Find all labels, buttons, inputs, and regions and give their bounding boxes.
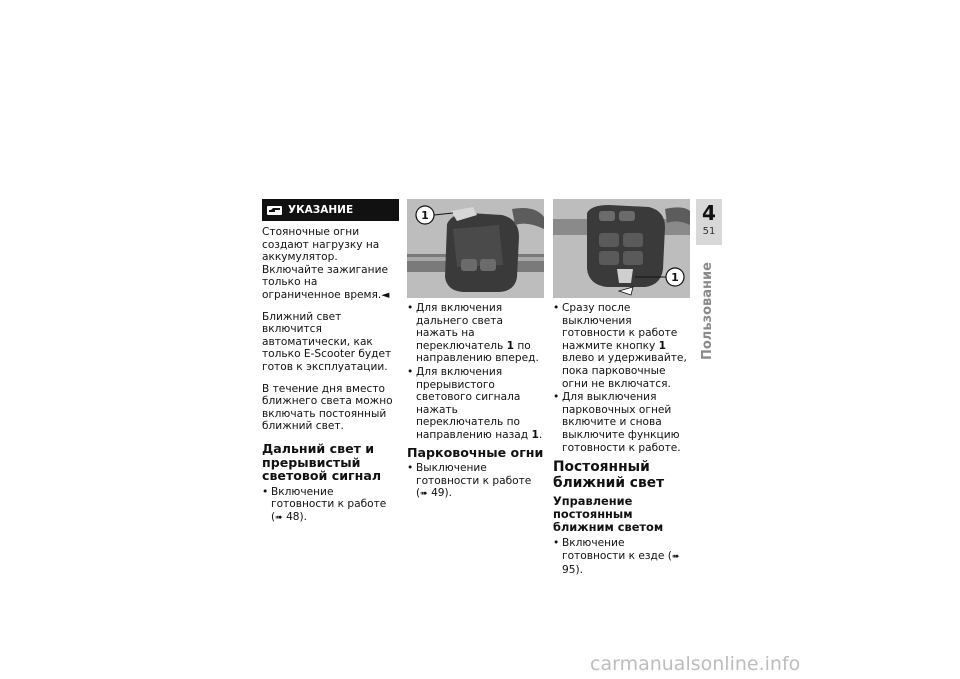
handlebar-switch-illustration xyxy=(407,199,544,298)
page-ref[interactable]: 49 xyxy=(431,487,445,500)
list-item: • Включение готовности к работе (➠ 48). xyxy=(262,486,399,525)
column-1 xyxy=(262,199,399,528)
heading-high-beam: Дальний свет и прерывистый световой сигнал xyxy=(262,440,382,484)
note-text: Стояночные огни создают нагрузку на аккумулятор. Включайте зажигание только на ограниченное время.◄ xyxy=(262,226,390,301)
chapter-side-label: Пользование xyxy=(700,262,715,360)
hand-pointer-icon xyxy=(267,205,282,216)
photo-callout-1: 1 xyxy=(421,209,429,222)
bullet-list-4 xyxy=(553,302,690,454)
photo-callout-1: 1 xyxy=(671,271,679,284)
column-3 xyxy=(553,199,690,580)
bullet-list-3 xyxy=(407,462,544,501)
heading-permanent-low-beam: Постоянный ближний свет xyxy=(553,459,665,491)
page-ref-arrow-icon: ➠ xyxy=(275,512,283,523)
page-ref[interactable]: 48 xyxy=(286,510,300,523)
photo-high-beam-switch xyxy=(407,199,544,298)
note-header xyxy=(262,199,399,221)
chapter-number: 4 xyxy=(702,201,716,225)
watermark: carmanualsonline.info xyxy=(590,653,801,675)
list-item: • Для выключения парковочных огней включите и снова выключите функцию готовности к работе. xyxy=(553,391,690,454)
handlebar-control-illustration xyxy=(553,199,690,298)
column-2 xyxy=(407,199,544,505)
list-item: • Выключение готовности к работе (➠ 49). xyxy=(407,462,544,501)
list-item: • Сразу после выключения готовности к работе нажмите кнопку 1 влево и удерживайте, пока парковочные огни не включатся. xyxy=(553,302,690,390)
bullet-list-5 xyxy=(553,537,690,576)
paragraph-daytime: В течение дня вместо ближнего света можно включать постоянный ближний свет. xyxy=(262,382,393,433)
bullet-list-1 xyxy=(262,486,399,525)
subheading-permanent-low-beam-control: Управление постоянным ближним светом xyxy=(553,494,664,535)
list-item: • Включение готовности к езде (➠ 95). xyxy=(553,537,690,576)
list-item: • Для включения дальнего света нажать на переключатель 1 по направлению вперед. xyxy=(407,302,544,365)
paragraph-low-beam: Ближний свет включится автоматически, как только E-Scooter будет готов к эксплуатации. xyxy=(262,310,392,373)
list-item: • Для включения прерывистого светового сигнала нажать переключатель по направлению назад 1. xyxy=(407,366,544,442)
page-ref-arrow-icon: ➠ xyxy=(420,489,428,500)
photo-parking-light-button xyxy=(553,199,690,298)
note-label: УКАЗАНИЕ xyxy=(288,203,354,216)
page-number: 51 xyxy=(702,226,716,237)
page-ref[interactable]: 95 xyxy=(562,563,576,576)
bullet-list-2 xyxy=(407,302,544,442)
chapter-tab xyxy=(696,199,722,245)
heading-parking-lights: Парковочные огни xyxy=(407,444,544,460)
page-ref-arrow-icon: ➠ xyxy=(671,551,680,562)
